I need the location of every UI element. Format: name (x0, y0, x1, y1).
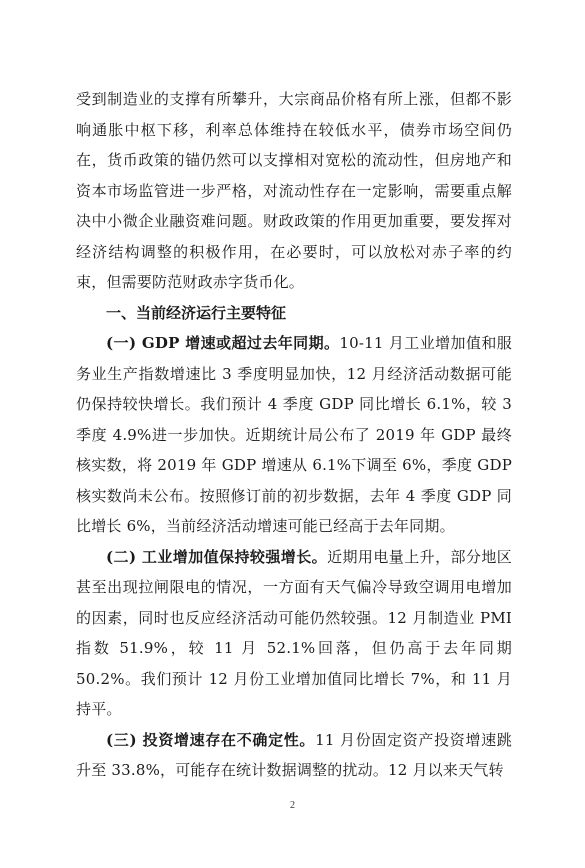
item-paragraph-1 (76, 328, 512, 542)
intro-paragraph: 受到制造业的支撑有所攀升，大宗商品价格有所上涨，但都不影响通胀中枢下移，利率总体维持在较低水平，债券市场空间仍在，货币政策的锚仍然可以支撑相对宽松的流动性，但房地产和资本市场监管进一步严格，对流动性存在一定影响，需要重点解决中小微企业融资难问题。财政政策的作用更加重要，要发挥对经济结构调整的积极作用，在必要时，可以放松对赤子率的约束，但需要防范财政赤字货币化。 (76, 90, 512, 291)
item-lead-2: (二) 工业增加值保持较强增长。 (106, 547, 328, 566)
page-number: 2 (290, 800, 295, 811)
item-paragraph-3 (76, 725, 512, 786)
item-body-1: 10-11 月工业增加值和服务业生产指数增速比 3 季度明显加快，12 月经济活动数据可能仍保持较快增长。我们预计 4 季度 GDP 同比增长 6.1%，较 3 季度 4.9%进一步加快。近期统计局公布了 2019 年 GDP 最终核实数，将 2019 年 GDP 增速从 6.1%下调至 6%，季度 GDP 核实数尚未公布。按照修订前的初步数据，去年 4 季度 GDP 同比增长 6%，当前经济活动增速可能已经高于去年同期。 (76, 334, 512, 535)
item-body-2: 近期用电量上升，部分地区甚至出现拉闸限电的情况，一方面有天气偏冷导致空调用电增加的因素，同时也反应经济活动可能仍然较强。12 月制造业 PMI 指数 51.9%，较 11 月 52.1%回落，但仍高于去年同期 50.2%。我们预计 12 月份工业增加值同比增长 7%，和 11 月持平。 (76, 547, 512, 718)
item-lead-1: (一) GDP 增速或超过去年同期。 (106, 334, 340, 352)
document-body (76, 84, 512, 786)
section-heading: 一、当前经济运行主要特征 (106, 303, 287, 322)
item-body-3: 11 月份固定资产投资增速跳升至 33.8%，可能存在统计数据调整的扰动。12 月以来天气转 (76, 730, 513, 779)
item-paragraph-2 (76, 542, 512, 725)
item-lead-3: (三) 投资增速存在不确定性。 (106, 730, 316, 749)
